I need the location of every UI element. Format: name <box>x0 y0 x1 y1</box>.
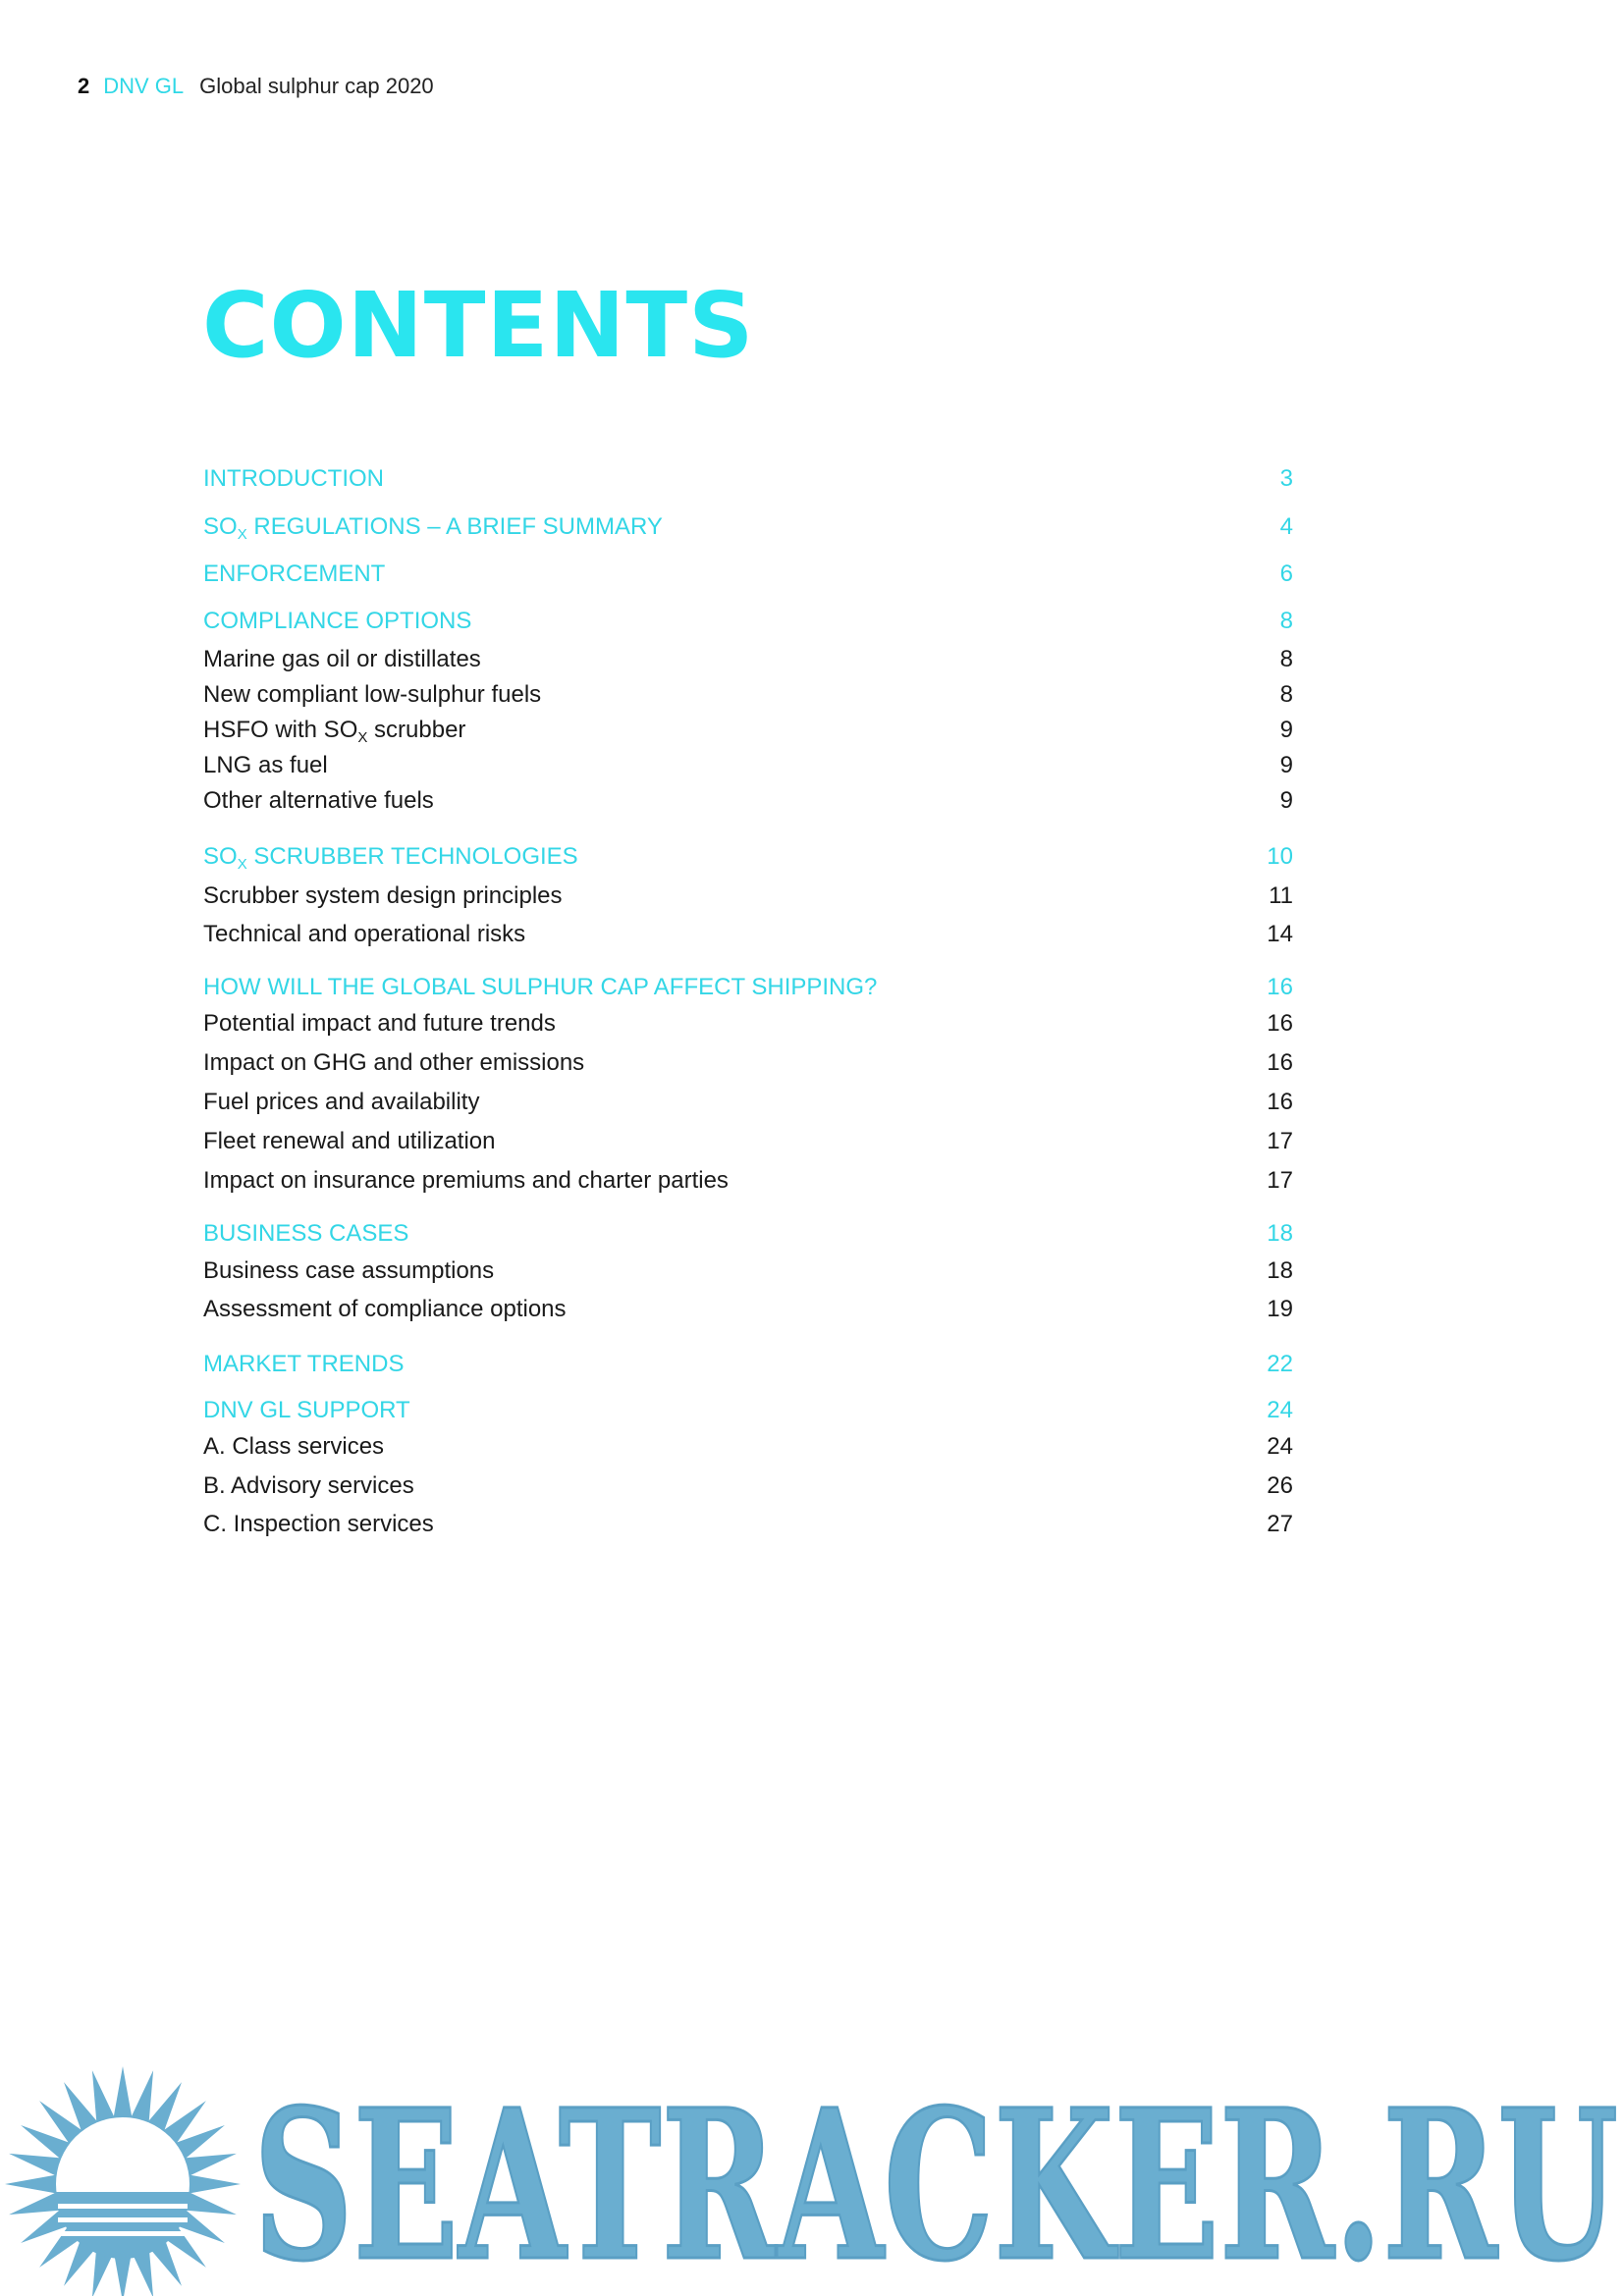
watermark-text: SEATRACKER.RU <box>253 2064 1618 2296</box>
toc-page-number: 22 <box>1267 1351 1293 1377</box>
toc-section-entry[interactable] <box>203 509 1293 545</box>
toc-entry-label: BUSINESS CASES <box>203 1220 409 1247</box>
toc-entry-label: Fleet renewal and utilization <box>203 1128 496 1154</box>
toc-section-entry[interactable] <box>203 1347 1293 1382</box>
toc-page-number: 16 <box>1267 1049 1293 1076</box>
toc-sub-entry[interactable] <box>203 642 1293 677</box>
toc-page-number: 16 <box>1267 1089 1293 1115</box>
toc-sub-entry[interactable] <box>203 1507 1293 1542</box>
brand-name: DNV GL <box>103 74 185 98</box>
toc-entry-label: Assessment of compliance options <box>203 1296 567 1322</box>
toc-page-number: 18 <box>1267 1257 1293 1284</box>
toc-sub-entry[interactable] <box>203 783 1293 819</box>
toc-page-number: 24 <box>1267 1397 1293 1423</box>
page-title: CONTENTS <box>202 273 755 378</box>
toc-page-number: 8 <box>1279 646 1293 672</box>
toc-entry-label: $SO_X$ REGULATIONS – A BRIEF SUMMARY <box>203 513 663 543</box>
toc-page-number: 19 <box>1267 1296 1293 1322</box>
toc-entry-label: HOW WILL THE GLOBAL SULPHUR CAP AFFECT SHIPPING? <box>203 974 878 1000</box>
page-number: 2 <box>78 74 90 98</box>
toc-entry-label: $SO_X$ SCRUBBER TECHNOLOGIES <box>203 843 578 873</box>
toc-section-entry[interactable] <box>203 1393 1293 1428</box>
toc-section-entry[interactable] <box>203 604 1293 639</box>
toc-entry-label: Impact on GHG and other emissions <box>203 1049 585 1076</box>
toc-sub-entry[interactable] <box>203 917 1293 952</box>
toc-section-entry[interactable] <box>203 970 1293 1005</box>
toc-entry-label: New compliant low-sulphur fuels <box>203 681 542 708</box>
toc-section-entry[interactable] <box>203 839 1293 875</box>
table-of-contents <box>203 0 1293 1571</box>
toc-entry-label: COMPLIANCE OPTIONS <box>203 608 472 634</box>
toc-entry-label: ENFORCEMENT <box>203 561 386 587</box>
toc-entry-label: Business case assumptions <box>203 1257 495 1284</box>
toc-section-entry[interactable] <box>203 1216 1293 1252</box>
toc-sub-entry[interactable] <box>203 1006 1293 1041</box>
toc-page-number: 3 <box>1279 465 1293 492</box>
toc-page-number: 9 <box>1279 752 1293 778</box>
toc-page-number: 18 <box>1267 1220 1293 1247</box>
toc-sub-entry[interactable] <box>203 713 1293 748</box>
toc-entry-label: Potential impact and future trends <box>203 1010 556 1037</box>
toc-page-number: 9 <box>1279 787 1293 814</box>
toc-sub-entry[interactable] <box>203 1085 1293 1120</box>
toc-sub-entry[interactable] <box>203 1254 1293 1289</box>
toc-entry-label: INTRODUCTION <box>203 465 384 492</box>
toc-page-number: 16 <box>1267 974 1293 1000</box>
sun-icon <box>5 2066 241 2296</box>
toc-page-number: 26 <box>1267 1472 1293 1499</box>
toc-section-entry[interactable] <box>203 557 1293 592</box>
toc-page-number: 17 <box>1267 1167 1293 1194</box>
toc-sub-entry[interactable] <box>203 1163 1293 1199</box>
toc-entry-label: Other alternative fuels <box>203 787 434 814</box>
toc-entry-label: Impact on insurance premiums and charter parties <box>203 1167 729 1194</box>
toc-page-number: 9 <box>1279 717 1293 743</box>
toc-sub-entry[interactable] <box>203 1124 1293 1159</box>
toc-page-number: 16 <box>1267 1010 1293 1037</box>
toc-entry-label: B. Advisory services <box>203 1472 414 1499</box>
toc-page-number: 4 <box>1279 513 1293 540</box>
toc-page-number: 11 <box>1269 882 1293 909</box>
toc-sub-entry[interactable] <box>203 1468 1293 1504</box>
toc-sub-entry[interactable] <box>203 677 1293 713</box>
toc-entry-label: Marine gas oil or distillates <box>203 646 481 672</box>
toc-page-number: 14 <box>1267 921 1293 947</box>
toc-sub-entry[interactable] <box>203 1429 1293 1465</box>
document-title: Global sulphur cap 2020 <box>199 74 434 98</box>
toc-section-entry[interactable] <box>203 461 1293 497</box>
toc-entry-label: MARKET TRENDS <box>203 1351 405 1377</box>
toc-page-number: 8 <box>1279 681 1293 708</box>
toc-entry-label: Technical and operational risks <box>203 921 526 947</box>
toc-page-number: 8 <box>1279 608 1293 634</box>
toc-entry-label: A. Class services <box>203 1433 385 1460</box>
toc-sub-entry[interactable] <box>203 748 1293 783</box>
toc-sub-entry[interactable] <box>203 879 1293 914</box>
toc-page-number: 10 <box>1267 843 1293 870</box>
toc-entry-label: HSFO with $SO_X$ scrubber <box>203 717 466 746</box>
toc-page-number: 6 <box>1279 561 1293 587</box>
toc-entry-label: LNG as fuel <box>203 752 328 778</box>
toc-page-number: 17 <box>1267 1128 1293 1154</box>
toc-page-number: 27 <box>1267 1511 1293 1537</box>
toc-page-number: 24 <box>1267 1433 1293 1460</box>
toc-entry-label: C. Inspection services <box>203 1511 434 1537</box>
toc-sub-entry[interactable] <box>203 1292 1293 1327</box>
toc-entry-label: Scrubber system design principles <box>203 882 563 909</box>
toc-entry-label: Fuel prices and availability <box>203 1089 480 1115</box>
toc-entry-label: DNV GL SUPPORT <box>203 1397 410 1423</box>
watermark-logo <box>0 2061 1624 2296</box>
toc-sub-entry[interactable] <box>203 1045 1293 1081</box>
